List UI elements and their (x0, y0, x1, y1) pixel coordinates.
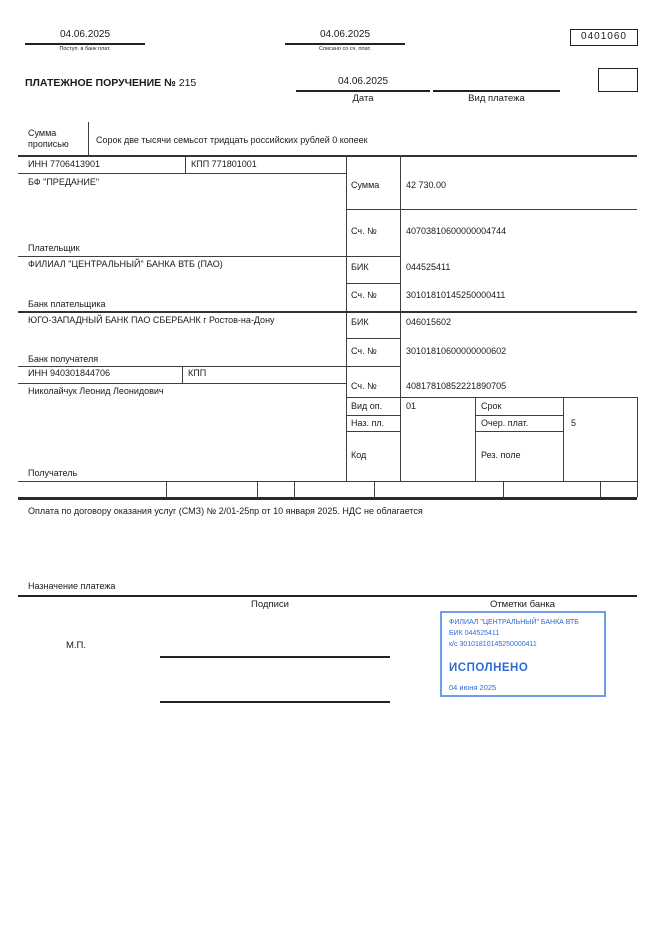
rule-op-type (346, 415, 400, 416)
document-date: 04.06.2025 (337, 76, 389, 87)
payer-bank-bik: 044525411 (406, 262, 451, 272)
strip-right-line (637, 481, 638, 497)
amount-words-divider (88, 122, 89, 155)
strip-top-rule (18, 481, 637, 482)
payee-inn: ИНН 940301844706 (28, 368, 111, 378)
payee-bank-name: ЮГО-ЗАПАДНЫЙ БАНК ПАО СБЕРБАНК г Ростов-на-Дону (28, 315, 275, 325)
debited-date-label: Списано со сч. плат. (318, 46, 372, 52)
bank-stamp (440, 611, 606, 697)
op-section-divider-2 (563, 397, 564, 481)
payer-bank-name: ФИЛИАЛ "ЦЕНТРАЛЬНЫЙ" БАНКА ВТБ (ПАО) (28, 259, 223, 269)
strip-divider-1 (166, 481, 167, 497)
amount-label: Сумма (351, 180, 380, 190)
value-column-left-line (400, 155, 401, 481)
payee-kpp-label: КПП (188, 368, 207, 378)
purpose-kind-label: Наз. пл. (351, 418, 385, 428)
stamp-corr-account: к/с 30101810145250000411 (449, 640, 537, 648)
rule-bik-acct-payee-bank (346, 338, 400, 339)
payee-bank-account: 30101810600000000602 (406, 346, 507, 356)
received-date-label: Поступ. в банк плат. (59, 46, 111, 52)
payee-account-label: Сч. № (351, 381, 377, 391)
payer-inn-kpp-divider (185, 157, 186, 173)
form-code: 0401060 (581, 31, 627, 42)
payee-bank-account-label: Сч. № (351, 346, 377, 356)
payee-label: Получатель (28, 468, 78, 478)
amount-words-value: Сорок две тысячи семьсот тридцать российских рублей 0 копеек (96, 135, 368, 145)
document-date-rule (296, 90, 430, 92)
strip-bottom-rule (18, 497, 637, 500)
rule-under-payee-inn (18, 383, 346, 384)
payee-account: 40817810852221890705 (406, 381, 507, 391)
received-date-value: 04.06.2025 (59, 29, 111, 40)
op-type-label: Вид оп. (351, 401, 383, 411)
strip-divider-4 (374, 481, 375, 497)
label-column-left-line (346, 155, 347, 481)
document-date-label: Дата (352, 93, 374, 104)
payee-bank-bik-label: БИК (351, 317, 369, 327)
document-number: 215 (178, 77, 197, 89)
payer-account-label: Сч. № (351, 226, 377, 236)
form-code-box (570, 29, 638, 46)
purpose-label: Назначение платежа (28, 581, 116, 591)
debited-date-rule (285, 43, 405, 45)
stamp-status: ИСПОЛНЕНО (449, 661, 529, 674)
op-section-divider-1 (475, 397, 476, 481)
payment-type-rule (433, 90, 560, 92)
term-label: Срок (481, 401, 502, 411)
payer-name: БФ "ПРЕДАНИЕ" (28, 177, 100, 187)
rule-under-payer (18, 256, 400, 257)
payment-type-box (598, 68, 638, 92)
stamp-date: 04 июня 2025 (449, 683, 497, 693)
priority-label: Очер. плат. (481, 418, 529, 428)
rule-term (475, 415, 563, 416)
payer-bank-account-label: Сч. № (351, 290, 377, 300)
payer-label: Плательщик (28, 243, 80, 253)
rule-under-payer-bank (18, 311, 637, 313)
payee-bank-label: Банк получателя (28, 354, 99, 364)
bank-marks-label: Отметки банка (489, 599, 556, 610)
rule-under-amount-words (18, 155, 637, 157)
rule-under-payer-inn (18, 173, 346, 174)
payer-bank-account: 30101810145250000411 (406, 290, 506, 300)
payee-bank-bik: 046015602 (406, 317, 452, 327)
strip-divider-3 (294, 481, 295, 497)
signature-line-1 (160, 656, 390, 658)
strip-divider-6 (600, 481, 601, 497)
payee-name: Николайчук Леонид Леонидович (28, 386, 164, 396)
payer-account: 40703810600000004744 (406, 226, 507, 236)
rule-under-payee-account (346, 397, 637, 398)
priority-value: 5 (571, 418, 577, 428)
document-title: ПЛАТЕЖНОЕ ПОРУЧЕНИЕ № (25, 77, 176, 89)
payer-bank-bik-label: БИК (351, 262, 369, 272)
payer-kpp: КПП 771801001 (191, 159, 257, 169)
strip-divider-2 (257, 481, 258, 497)
strip-divider-5 (503, 481, 504, 497)
rule-under-amount (346, 209, 637, 210)
op-type-value: 01 (406, 401, 417, 411)
payer-bank-label: Банк плательщика (28, 299, 106, 309)
stamp-bik: БИК 044525411 (449, 629, 500, 637)
rule-bik-acct-payer-bank (346, 283, 400, 284)
stamp-place-label: М.П. (66, 640, 87, 651)
amount-value: 42 730.00 (406, 180, 447, 190)
amount-words-label: Сумма прописью (28, 128, 69, 150)
purpose-text: Оплата по договору оказания услуг (СМЗ) № 2/01-25пр от 10 января 2025. НДС не облагается (28, 506, 423, 516)
rule-purpose-kind (346, 431, 400, 432)
received-date-rule (25, 43, 145, 45)
signatures-label: Подписи (251, 599, 289, 610)
document-title-row (25, 77, 196, 89)
signature-line-2 (160, 701, 390, 703)
stamp-bank-name: ФИЛИАЛ "ЦЕНТРАЛЬНЫЙ" БАНКА ВТБ (449, 619, 579, 626)
debited-date-value: 04.06.2025 (319, 29, 371, 40)
payment-type-label: Вид платежа (468, 93, 525, 104)
rule-under-purpose (18, 595, 637, 597)
rule-priority (475, 431, 563, 432)
reserve-label: Рез. поле (481, 450, 521, 460)
payee-inn-kpp-divider (182, 366, 183, 383)
code-label: Код (351, 450, 367, 460)
rule-under-payee-bank (18, 366, 400, 367)
op-section-right-line (637, 397, 638, 481)
payer-inn: ИНН 7706413901 (28, 159, 101, 169)
